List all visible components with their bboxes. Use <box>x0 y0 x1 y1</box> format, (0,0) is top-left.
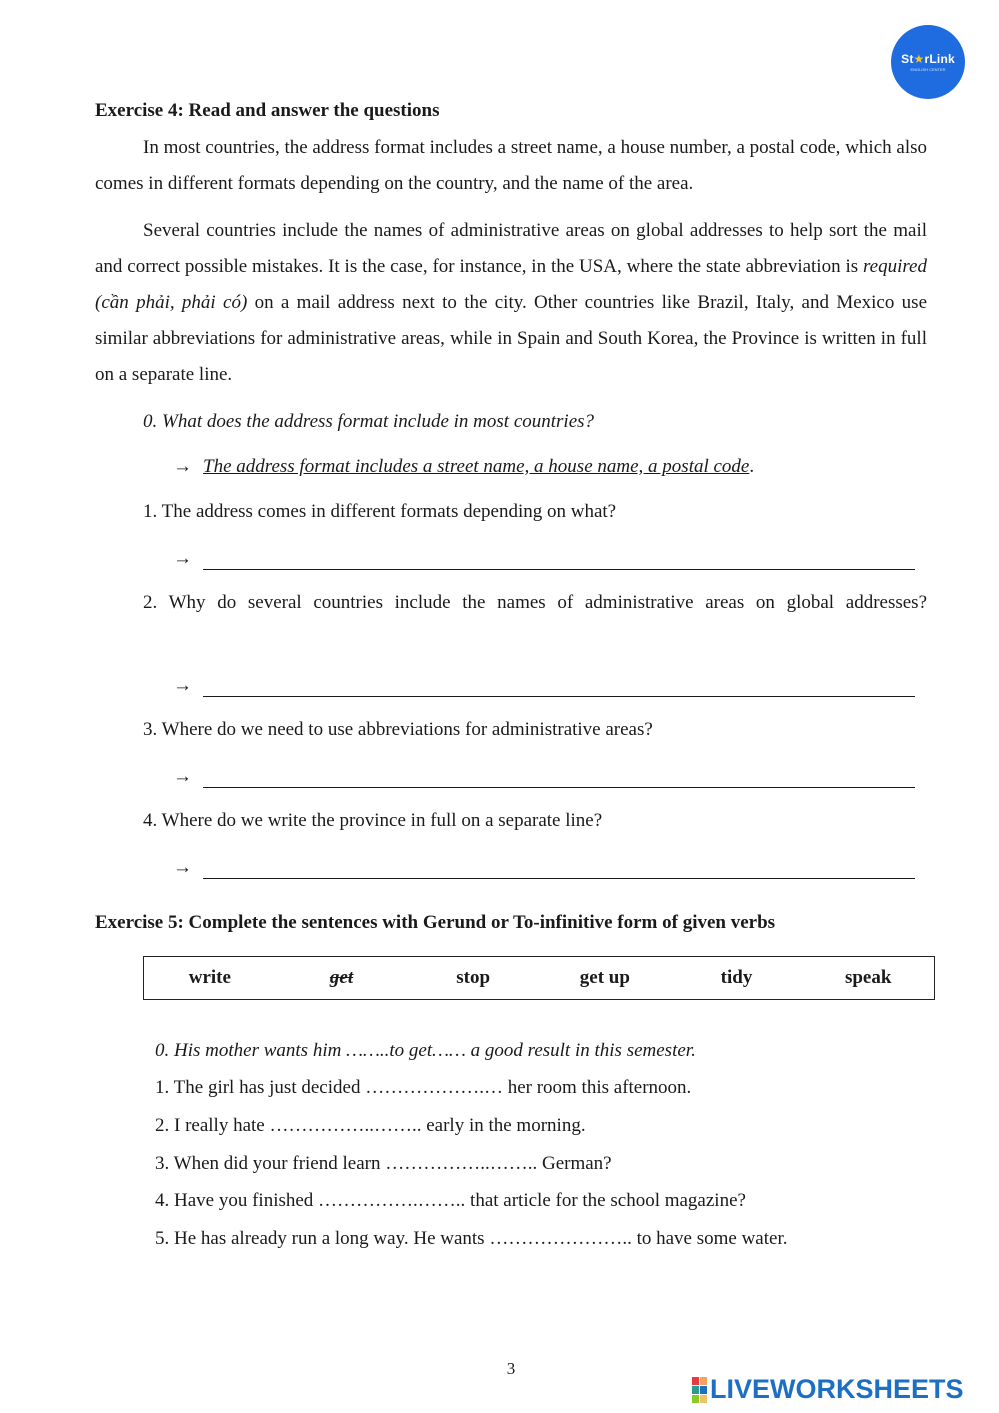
arrow-icon: → <box>173 766 192 787</box>
answer-blank-2[interactable] <box>203 678 915 697</box>
exercise5-heading: Exercise 5: Complete the sentences with Gerund or To-infinitive form of given verbs <box>95 912 776 933</box>
logo-square <box>700 1377 707 1385</box>
page-number: 3 <box>506 1359 516 1378</box>
logo-square <box>700 1386 707 1394</box>
logo-brand: St★rLink <box>901 52 955 66</box>
answer-blank-4[interactable] <box>203 860 915 879</box>
logo-square <box>692 1395 699 1403</box>
word-get-up: get up <box>579 967 630 988</box>
logo-square <box>700 1395 707 1403</box>
sentence-4[interactable]: 4. Have you finished …………….…….. that article for the school magazine? <box>155 1190 746 1211</box>
sentence-1[interactable]: 1. The girl has just decided ……………….… her room this afternoon. <box>155 1077 692 1098</box>
example-question: 0. What does the address format include in most countries? <box>143 411 595 432</box>
sentence-5[interactable]: 5. He has already run a long way. He wants ………………….. to have some water. <box>155 1228 788 1249</box>
question-4: 4. Where do we write the province in full on a separate line? <box>143 810 603 831</box>
word-stop: stop <box>456 967 491 988</box>
example-sentence: 0. His mother wants him ……..to get…… a good result in this semester. <box>155 1040 696 1061</box>
word-box <box>143 956 935 1000</box>
exercise4-paragraph-2: Several countries include the names of administrative areas on global addresses to help sort the mail and correct possible mistakes. It is the case, for instance, in the USA, where the state abbreviation is required (cần phải, phải có) on a mail address next to the city. Other countries like Brazil, Italy, and Mexico use similar abbreviations for administrative areas, while in Spain and South Korea, the Province is written in full on a separate line. <box>95 220 927 385</box>
word-speak: speak <box>844 967 892 988</box>
sentence-3[interactable]: 3. When did your friend learn ……………..…….. German? <box>155 1153 612 1174</box>
example-answer-row: → The address format includes a street name, a house name, a postal code . <box>173 456 755 477</box>
starlink-logo <box>891 25 965 99</box>
liveworksheets-logo-icon <box>692 1377 707 1403</box>
answer-row-2 <box>173 675 915 697</box>
example-answer: The address format includes a street name, a house name, a postal code <box>203 456 750 477</box>
exercise4-heading: Exercise 4: Read and answer the questions <box>95 100 440 121</box>
required-gloss: required (cần phải, phải có) <box>95 256 927 313</box>
answer-blank-1[interactable] <box>203 551 915 570</box>
arrow-icon: → <box>173 456 192 477</box>
arrow-icon: → <box>173 675 192 696</box>
logo-tagline: ENGLISH CENTER <box>910 67 946 72</box>
liveworksheets-watermark <box>692 1374 964 1405</box>
answer-row-1 <box>173 548 915 570</box>
logo-square <box>692 1386 699 1394</box>
arrow-icon: → <box>173 857 192 878</box>
exercise4-paragraph-1: In most countries, the address format includes a street name, a house number, a postal code, which also comes in different formats depending on the country, and the name of the area. <box>95 137 927 194</box>
answer-row-4 <box>173 857 915 879</box>
answer-row-3 <box>173 766 915 788</box>
word-write: write <box>188 967 231 988</box>
star-icon: ★ <box>913 52 925 66</box>
logo-square <box>692 1377 699 1385</box>
liveworksheets-text: LIVEWORKSHEETS <box>710 1374 964 1404</box>
question-1: 1. The address comes in different formats depending on what? <box>143 501 617 522</box>
sentence-2[interactable]: 2. I really hate ……………..…….. early in the morning. <box>155 1115 586 1136</box>
question-3: 3. Where do we need to use abbreviations for administrative areas? <box>143 719 653 740</box>
question-2: 2. Why do several countries include the names of administrative areas on global addresses? <box>143 592 927 613</box>
word-get: get <box>329 967 354 988</box>
word-tidy: tidy <box>720 967 753 988</box>
arrow-icon: → <box>173 548 192 569</box>
answer-blank-3[interactable] <box>203 769 915 788</box>
